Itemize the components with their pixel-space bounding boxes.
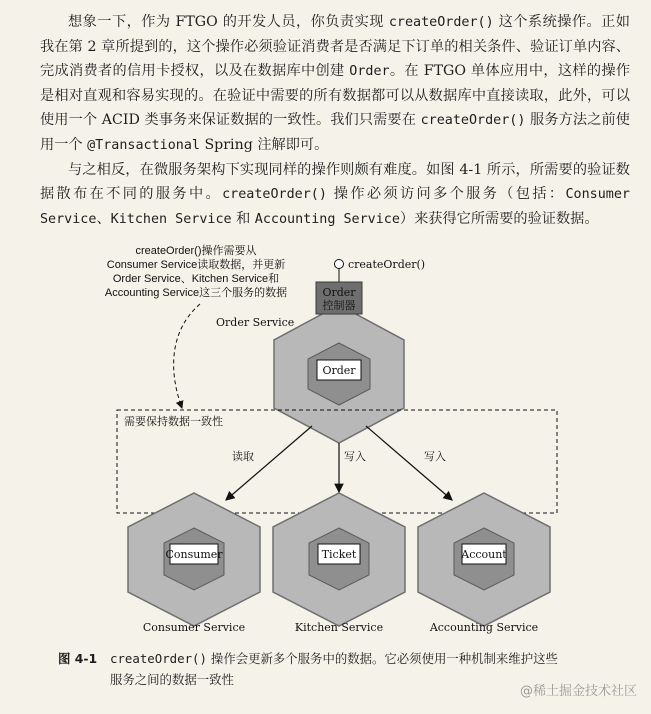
controller-label-1: Order <box>322 286 356 299</box>
caption-number: 图 4-1 <box>58 651 98 666</box>
note <box>105 243 287 299</box>
figure-4-1 <box>0 230 651 650</box>
note-line-1: createOrder()操作需要从 <box>135 245 257 257</box>
ticket-entity-label: Ticket <box>321 548 357 561</box>
endpoint-label: createOrder() <box>348 258 426 271</box>
caption-code: createOrder() <box>110 651 207 666</box>
consistency-label: 需要保持数据一致性 <box>124 416 223 428</box>
note-line-3: Order Service、Kitchen Service和 <box>112 273 280 285</box>
paragraph-1: 想象一下，作为 FTGO 的开发人员，你负责实现 createOrder() 这个系统操作。正如我在第 2 章所提到的，这个操作必须验证消费者是否满足下订单的相关条件、验证订单内容、完成消费者的信用卡授权，以及在数据库中创建 Order。在 FTGO 单体应用中，这样的操作是相对直观和容易实现的。在验证中需要的所有数据都可以从数据库中直接读取，此外，可以使用一个 ACID 类事务来保证数据的一致性。我们只需要在 createOrder() 服务方法之前使用一个 @Transactional Spring 注解即可。 <box>40 14 631 153</box>
consumer-entity-label: Consumer <box>165 548 223 561</box>
account-entity-label: Account <box>461 548 507 561</box>
note-line-4: Accounting Service这三个服务的数据 <box>104 287 288 299</box>
note-arrow <box>174 304 200 408</box>
write-label-2: 写入 <box>424 451 446 463</box>
write-label-1: 写入 <box>344 451 366 463</box>
caption-text-1: 操作会更新多个服务中的数据。它必须使用一种机制来维护这些 <box>206 651 558 666</box>
order-service-label: Order Service <box>216 316 295 329</box>
note-line-2: Consumer Service读取数据，并更新 <box>106 259 286 271</box>
write-arrow-accounting <box>366 426 452 500</box>
accounting-service-label: Accounting Service <box>429 621 539 634</box>
caption-text-2: 服务之间的数据一致性 <box>110 672 234 687</box>
controller-label-2: 控制器 <box>322 299 356 312</box>
endpoint-icon <box>335 260 344 269</box>
paragraph-2: 与之相反，在微服务架构下实现同样的操作则颇有难度。如图 4-1 所示，所需要的验证数据散布在不同的服务中。createOrder() 操作必须访问多个服务（包括：Consumer Service、Kitchen Service 和 Accounting Service）来获得它所需要的验证数据。 <box>40 162 630 227</box>
kitchen-service-label: Kitchen Service <box>294 621 384 634</box>
read-label: 读取 <box>232 451 254 463</box>
order-entity-label: Order <box>322 364 356 377</box>
read-arrow <box>226 426 312 500</box>
watermark: @稀土掘金技术社区 <box>519 684 637 699</box>
consumer-service-label: Consumer Service <box>142 621 246 634</box>
